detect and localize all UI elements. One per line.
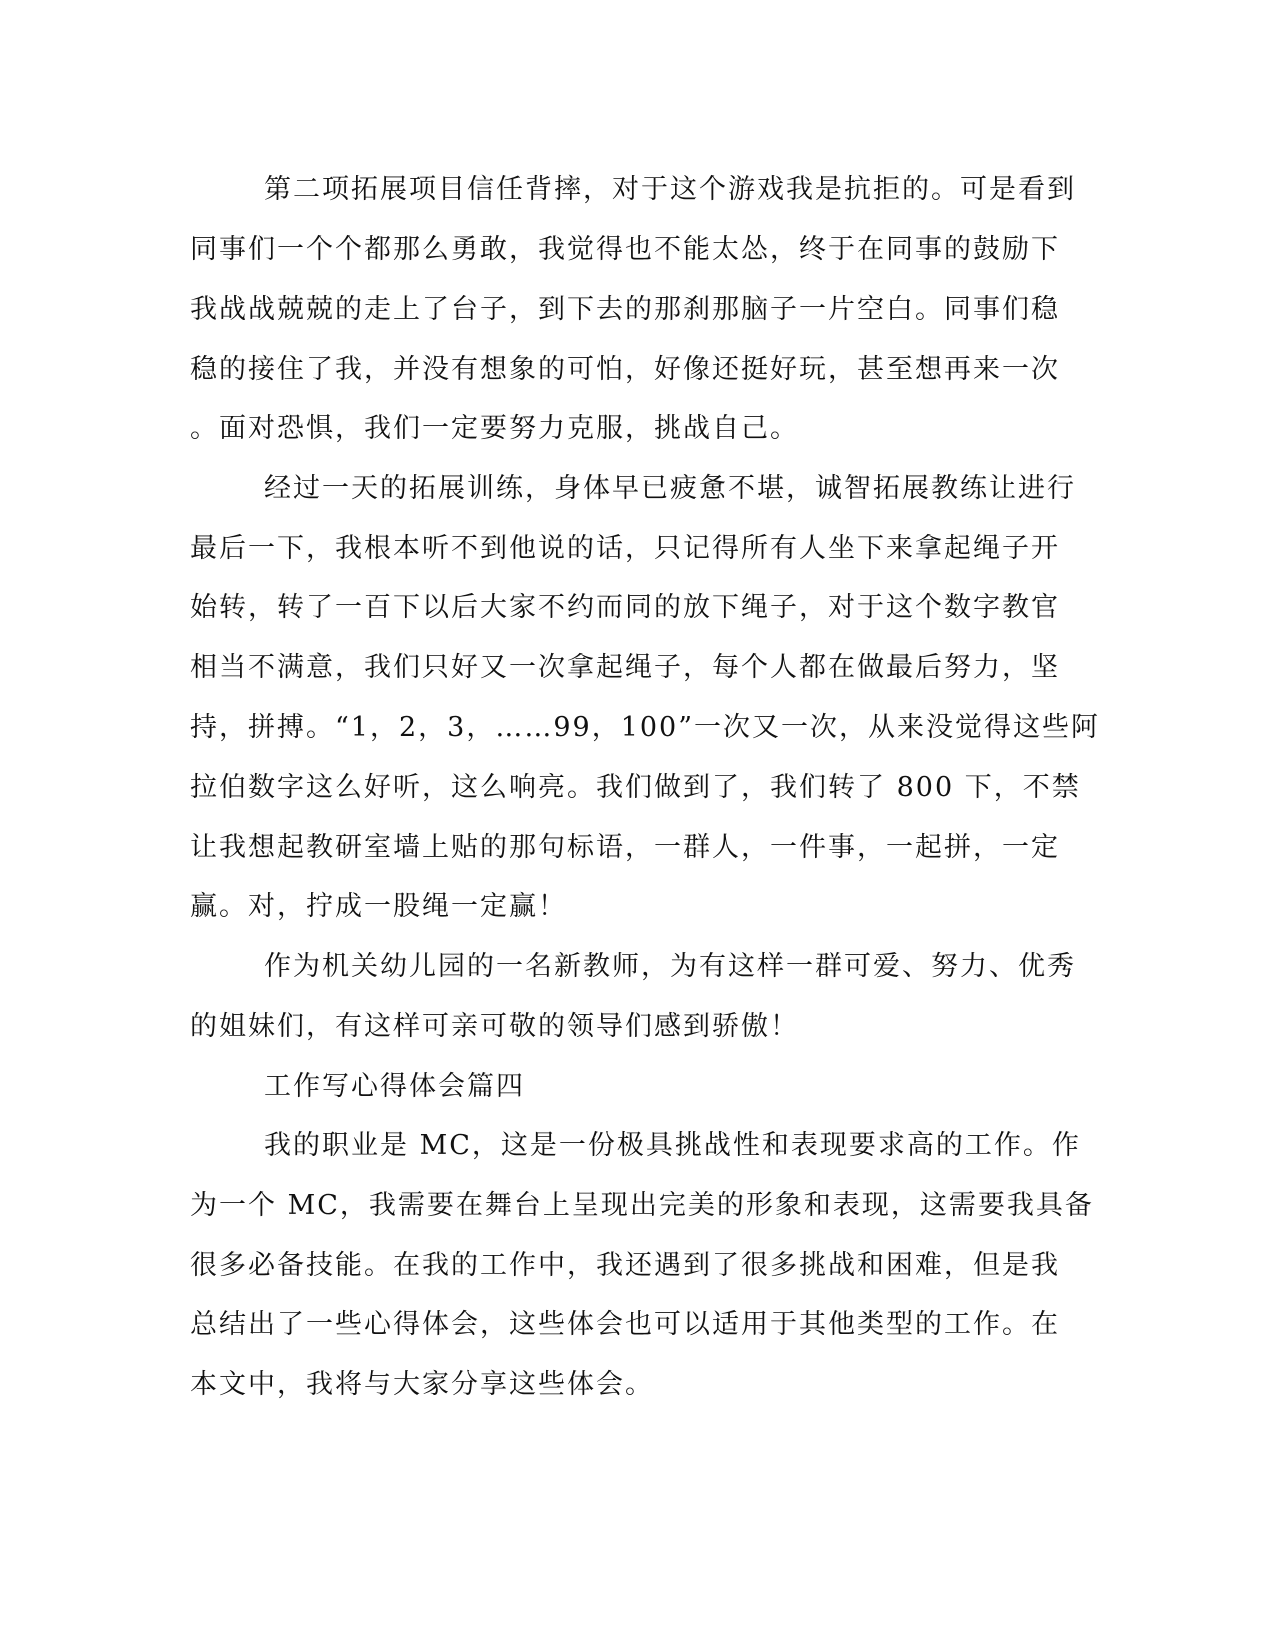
text-line: 很多必备技能。在我的工作中，我还遇到了很多挑战和困难，但是我 — [190, 1250, 1060, 1281]
text-line: 经过一天的拓展训练，身体早已疲惫不堪，诚智拓展教练让进行 — [264, 473, 1076, 504]
text-line: 让我想起教研室墙上贴的那句标语，一群人，一件事，一起拼，一定 — [190, 832, 1060, 863]
text-line: 持，拼搏。“1，2，3，……99，100”一次又一次，从来没觉得这些阿 — [190, 712, 1101, 743]
text-line: 作为机关幼儿园的一名新教师，为有这样一群可爱、努力、优秀 — [264, 951, 1076, 982]
text-line: 我战战兢兢的走上了台子，到下去的那刹那脑子一片空白。同事们稳 — [190, 294, 1060, 325]
text-line: 赢。对，拧成一股绳一定赢！ — [190, 891, 567, 922]
text-line: 为一个 MC，我需要在舞台上呈现出完美的形象和表现，这需要我具备 — [190, 1190, 1094, 1221]
text-line: 本文中，我将与大家分享这些体会。 — [190, 1369, 654, 1400]
text-line: 拉伯数字这么好听，这么响亮。我们做到了，我们转了 800 下，不禁 — [190, 772, 1081, 803]
text-line: 我的职业是 MC，这是一份极具挑战性和表现要求高的工作。作 — [264, 1130, 1081, 1161]
text-line: 第二项拓展项目信任背摔，对于这个游戏我是抗拒的。可是看到 — [264, 174, 1076, 205]
text-line: 最后一下，我根本听不到他说的话，只记得所有人坐下来拿起绳子开 — [190, 533, 1060, 564]
text-line: 总结出了一些心得体会，这些体会也可以适用于其他类型的工作。在 — [190, 1309, 1060, 1340]
text-line: 相当不满意，我们只好又一次拿起绳子，每个人都在做最后努力，坚 — [190, 652, 1060, 683]
text-line: 稳的接住了我，并没有想象的可怕，好像还挺好玩，甚至想再来一次 — [190, 354, 1060, 385]
text-line: 的姐妹们，有这样可亲可敬的领导们感到骄傲！ — [190, 1011, 799, 1042]
text-line: 始转，转了一百下以后大家不约而同的放下绳子，对于这个数字教官 — [190, 592, 1060, 623]
section-heading: 工作写心得体会篇四 — [264, 1071, 525, 1102]
text-line: 。面对恐惧，我们一定要努力克服，挑战自己。 — [190, 413, 799, 444]
text-line: 同事们一个个都那么勇敢，我觉得也不能太怂，终于在同事的鼓励下 — [190, 234, 1060, 265]
